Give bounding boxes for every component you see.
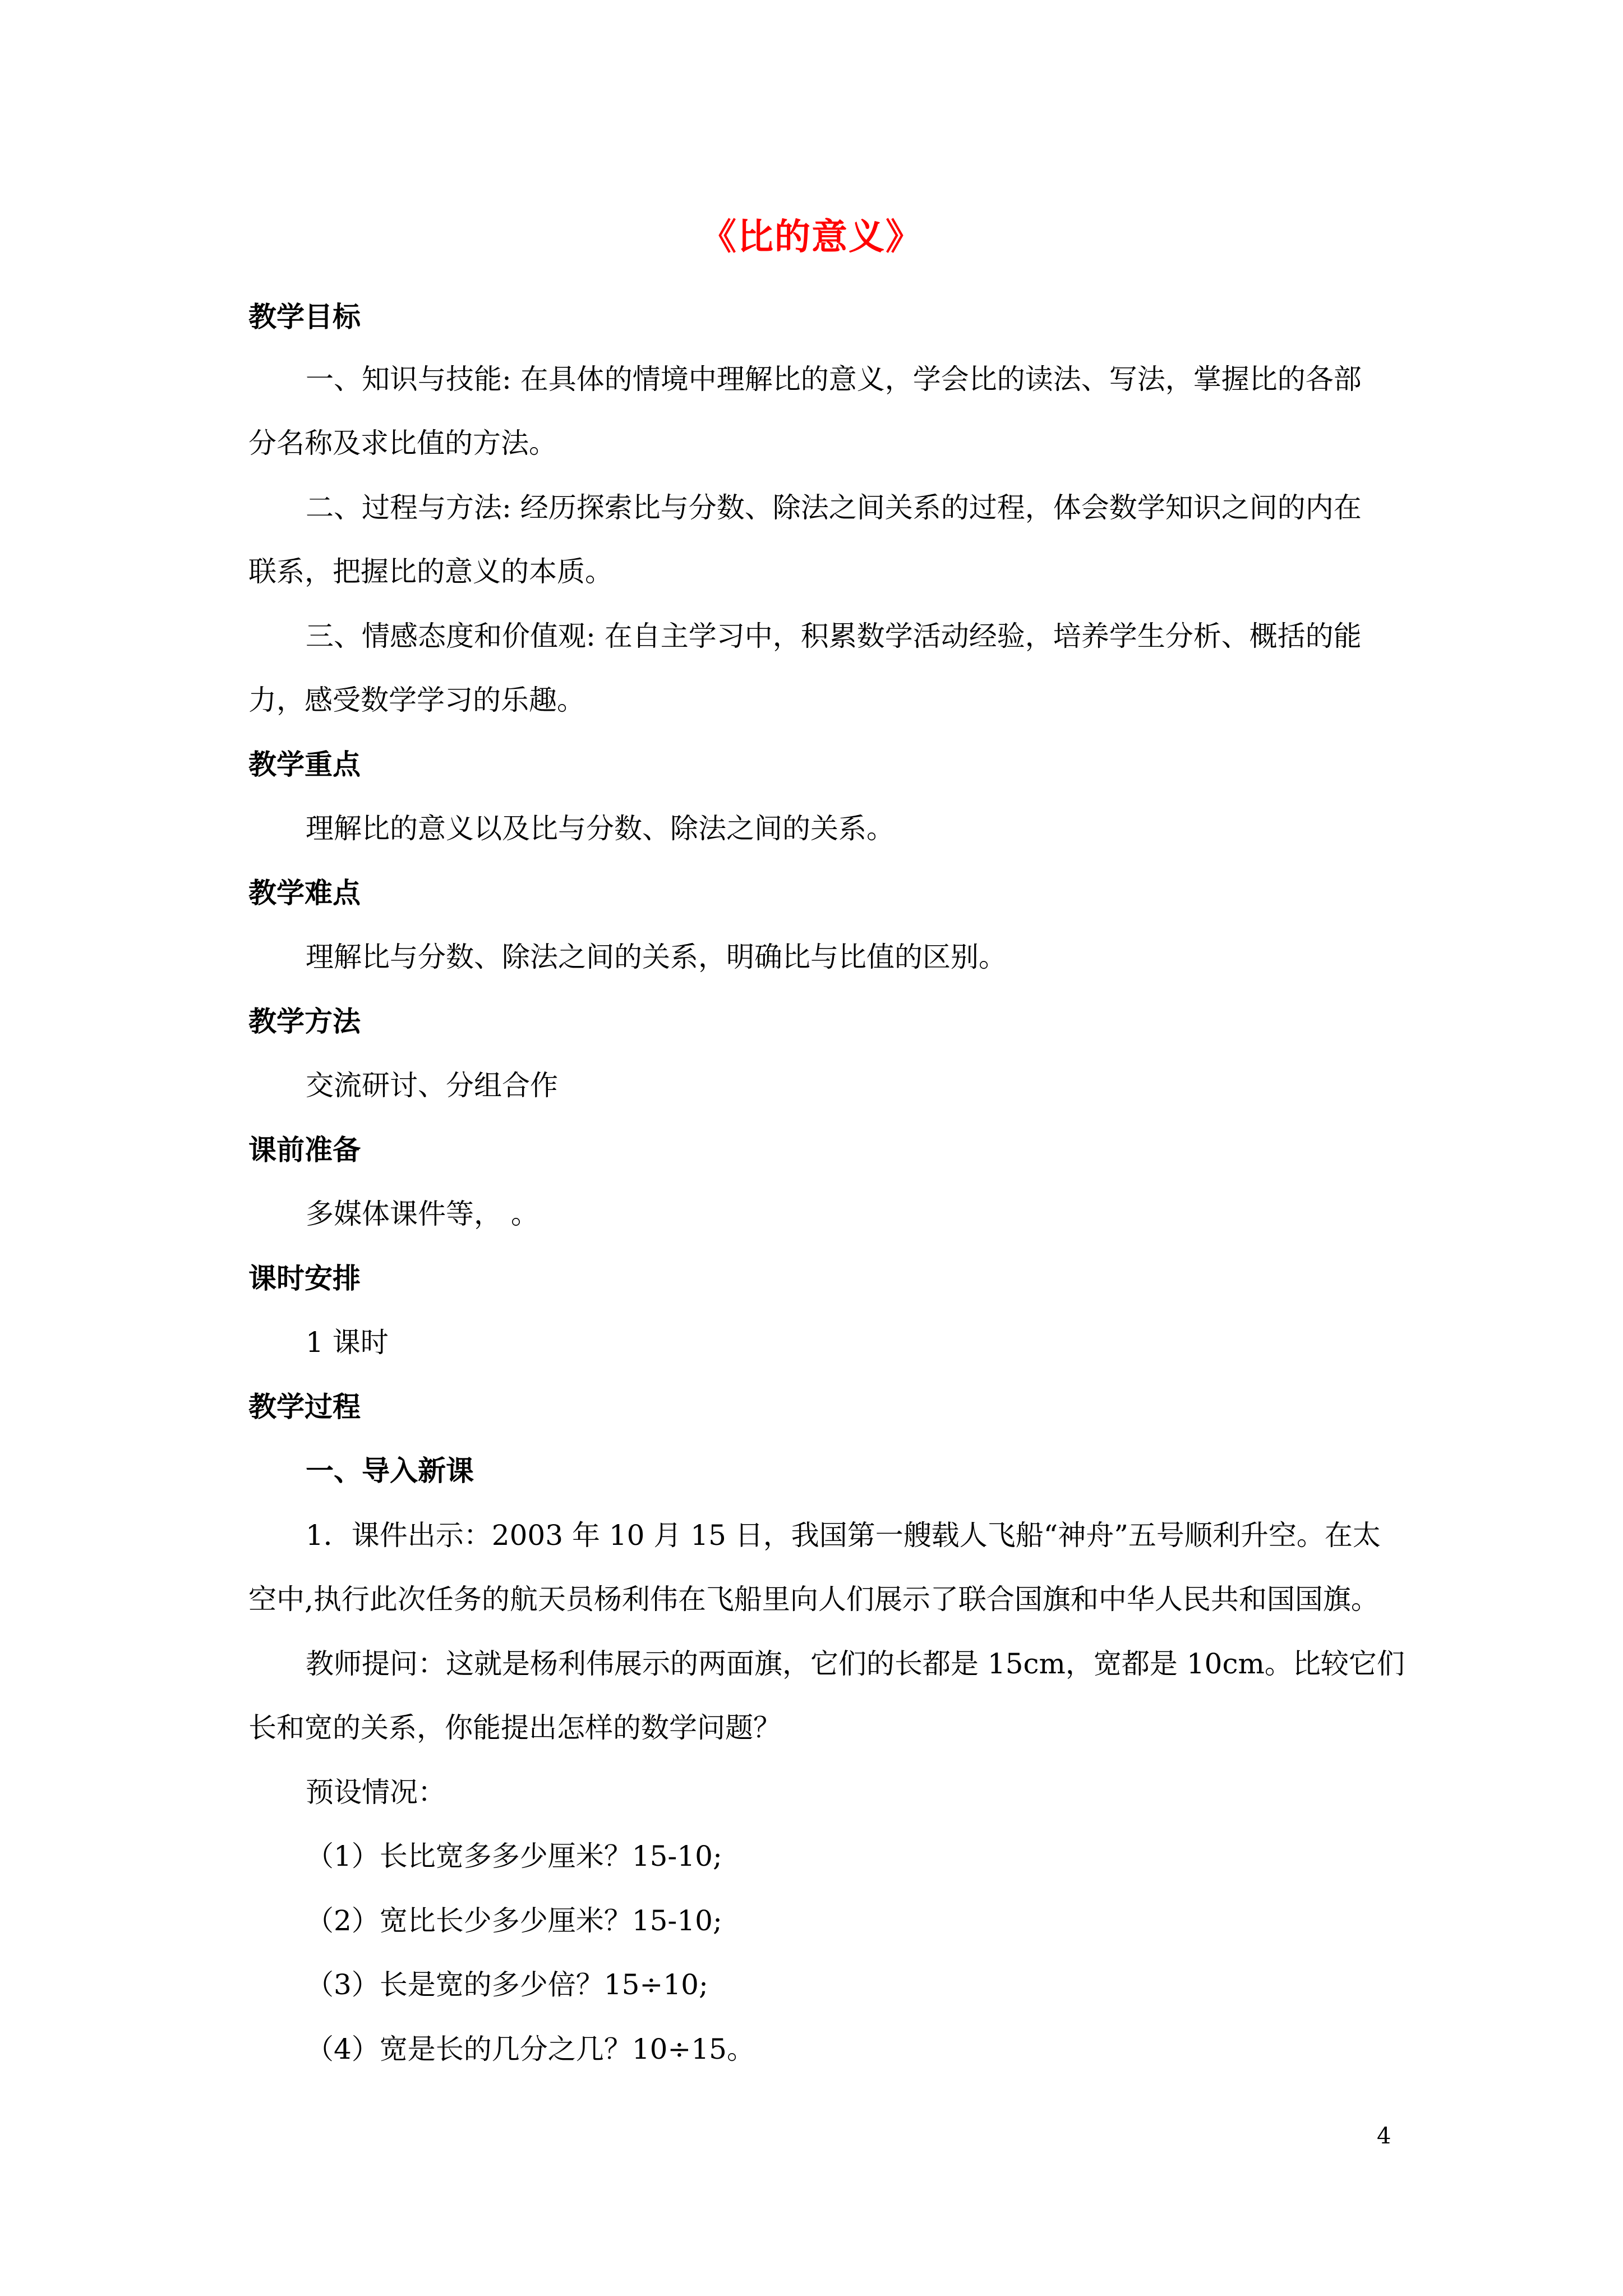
preset-label: 预设情况： (306, 1776, 446, 1809)
process-subheading: 一、导入新课 (306, 1454, 474, 1487)
key-points-text: 理解比的意义以及比与分数、除法之间的关系。 (306, 812, 895, 845)
teacher-question-line-1: 教师提问：这就是杨利伟展示的两面旗，它们的长都是 15cm，宽都是 10cm。比较它们 (306, 1648, 1405, 1680)
teacher-question-line-2: 长和宽的关系，你能提出怎样的数学问题？ (248, 1711, 781, 1744)
section-heading-process: 教学过程 (248, 1390, 361, 1423)
preset-item: （1）长比宽多多少厘米？15-10; (306, 1840, 722, 1872)
objective-1-line-2: 分名称及求比值的方法。 (248, 427, 557, 459)
section-heading-preparation: 课前准备 (248, 1133, 361, 1166)
objective-2-line-2: 联系，把握比的意义的本质。 (248, 555, 613, 588)
methods-text: 交流研讨、分组合作 (306, 1069, 558, 1102)
preset-item: （3）长是宽的多少倍？15÷10; (306, 1968, 708, 2001)
process-item-1-line-1: 1．课件出示：2003 年 10 月 15 日，我国第一艘载人飞船“神舟”五号顺利升空。在太 (306, 1519, 1381, 1552)
preset-item: （2）宽比长少多少厘米？15-10; (306, 1904, 722, 1937)
process-item-1-line-2: 空中,执行此次任务的航天员杨利伟在飞船里向人们展示了联合国旗和中华人民共和国国旗。 (248, 1583, 1379, 1616)
preparation-text: 多媒体课件等， 。 (306, 1198, 539, 1230)
objective-1-line-1: 一、知识与技能: 在具体的情境中理解比的意义，学会比的读法、写法，掌握比的各部 (306, 363, 1362, 395)
section-heading-schedule: 课时安排 (248, 1262, 361, 1295)
objective-3-line-2: 力，感受数学学习的乐趣。 (248, 684, 585, 716)
preset-item: （4）宽是长的几分之几？10÷15。 (306, 2033, 755, 2065)
objective-2-line-1: 二、过程与方法: 经历探索比与分数、除法之间关系的过程，体会数学知识之间的内在 (306, 491, 1362, 524)
difficulties-text: 理解比与分数、除法之间的关系，明确比与比值的区别。 (306, 941, 1007, 973)
section-heading-key-points: 教学重点 (248, 748, 361, 781)
page-number: 4 (1377, 2123, 1391, 2149)
section-heading-difficulties: 教学难点 (248, 876, 361, 909)
schedule-text: 1 课时 (306, 1326, 389, 1359)
section-heading-objectives: 教学目标 (248, 300, 361, 333)
objective-3-line-1: 三、情感态度和价值观: 在自主学习中，积累数学活动经验，培养学生分析、概括的能 (306, 620, 1362, 652)
document-title: 《比的意义》 (700, 216, 923, 258)
section-heading-methods: 教学方法 (248, 1005, 361, 1038)
